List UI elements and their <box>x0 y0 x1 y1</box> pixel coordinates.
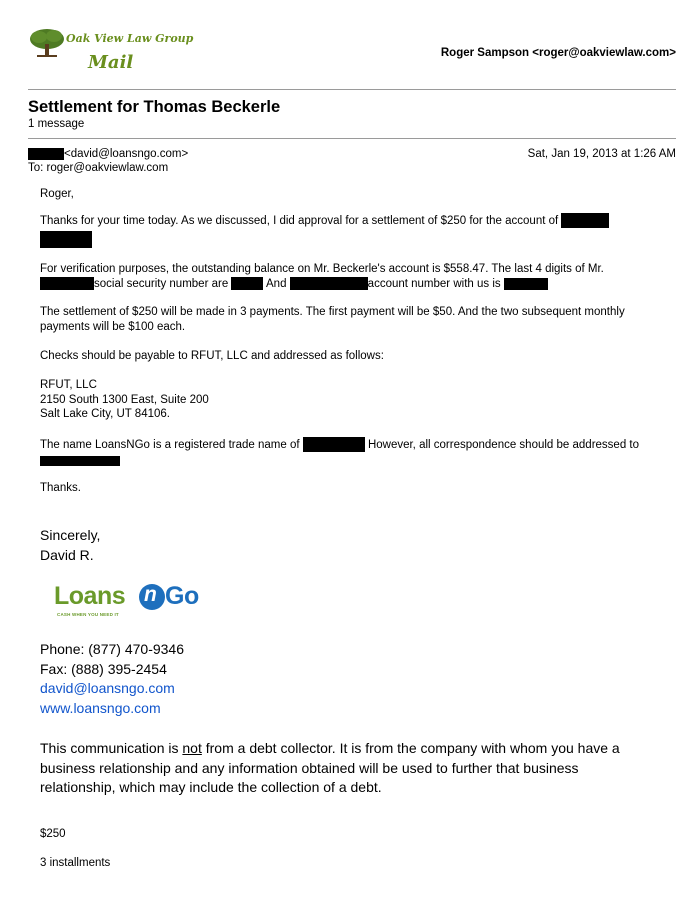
redaction <box>561 213 609 228</box>
paragraph-approval: Thanks for your time today. As we discussed, I did approval for a settlement of $250 for the account of <box>40 213 640 248</box>
email-link[interactable]: david@loansngo.com <box>40 680 175 696</box>
note-amount: $250 <box>40 828 66 840</box>
redaction <box>28 148 64 160</box>
greeting: Roger, <box>40 188 74 200</box>
recipient-line: To: roger@oakviewlaw.com <box>28 162 169 174</box>
paragraph-checks: Checks should be payable to RFUT, LLC and addressed as follows: <box>40 350 384 362</box>
paragraph-trade-name: The name LoansNGo is a registered trade name of However, all correspondence should be addressed to <box>40 437 670 469</box>
disclaimer: This communication is not from a debt collector. It is from the company with whom you have a business relationship and any information obtained will be used to further that business relationship, which may include the collection of a debt. <box>40 740 620 795</box>
thread-subject: Settlement for Thomas Beckerle <box>28 98 281 116</box>
sender-email: <david@loansngo.com> <box>64 148 189 160</box>
redaction <box>303 437 365 452</box>
redaction <box>290 277 368 290</box>
account-name: Roger Sampson <roger@oakviewlaw.com> <box>440 47 676 59</box>
message-count: 1 message <box>28 118 85 130</box>
thread-divider <box>28 138 676 139</box>
redaction <box>40 277 94 290</box>
phone: Phone: (877) 470-9346 <box>40 641 184 657</box>
header-divider <box>28 89 676 90</box>
oak-view-logo <box>28 28 194 78</box>
website-link[interactable]: www.loansngo.com <box>40 699 161 716</box>
thanks: Thanks. <box>40 482 81 494</box>
address-block: RFUT, LLC 2150 South 1300 East, Suite 200 Salt Lake City, UT 84106. <box>40 379 209 420</box>
redaction <box>504 278 548 290</box>
note-installments: 3 installments <box>40 857 111 869</box>
loansngo-logo: Loans n Go CASH WHEN YOU NEED IT <box>54 582 199 617</box>
paragraph-verification: For verification purposes, the outstanding balance on Mr. Beckerle's account is $558.47. The last 4 digits of Mr. social security number are And account number with us is <box>40 263 604 290</box>
logo-subtext: Mail <box>88 52 134 73</box>
tree-icon <box>28 28 66 58</box>
contact-block <box>40 640 184 718</box>
message-date: Sat, Jan 19, 2013 at 1:26 AM <box>527 148 676 160</box>
redaction <box>231 277 263 290</box>
sender-line <box>28 147 188 162</box>
paragraph-payments: The settlement of $250 will be made in 3 payments. The first payment will be $50. And the two subsequent monthly payments will be $100 each. <box>40 306 625 333</box>
redaction <box>40 456 120 466</box>
signature-closing: Sincerely, David R. <box>40 527 101 563</box>
fax: Fax: (888) 395-2454 <box>40 660 167 677</box>
logo-text: Oak View Law Group <box>66 32 194 45</box>
redaction <box>40 231 92 248</box>
